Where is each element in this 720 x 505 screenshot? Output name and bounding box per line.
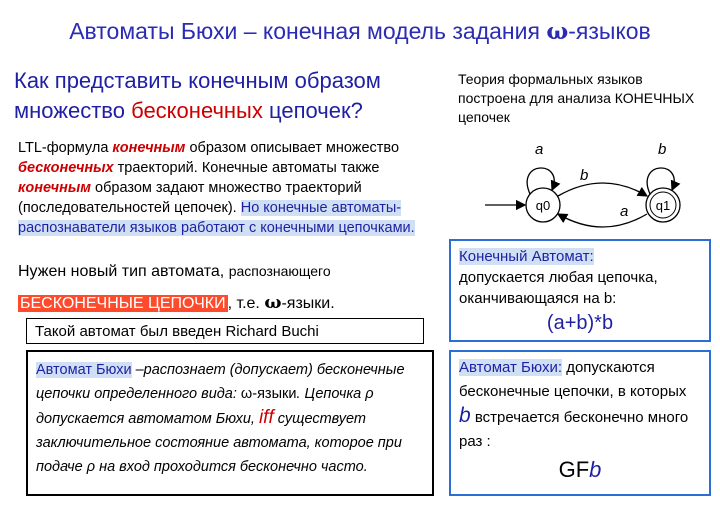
loop-q0-label: a <box>535 141 544 158</box>
finite-automaton-text: допускается любая цепочка, оканчивающаяся на b: <box>459 269 658 307</box>
edge-q0-q1 <box>558 183 647 196</box>
slide-title: Автоматы Бюхи – конечная модель задания ω-языков <box>69 18 651 45</box>
highlighted-sentence: Но конечные автоматы-распознаватели языков работают с конечными цепочками. <box>18 200 415 236</box>
gf-formula: GFb <box>558 457 602 482</box>
regex-expression: (a+b)*b <box>546 312 614 334</box>
edge-q1-q0 <box>558 214 647 227</box>
edge-q0-q1-label: b <box>580 167 589 184</box>
iff-keyword: iff <box>258 407 274 428</box>
buchi-example-box: Автомат Бюхи: допускаются бесконечные цепочки, в которых b встречается бесконечно много раз : GFb <box>449 350 711 496</box>
state-q0-label: q0 <box>535 198 551 213</box>
buchi-example-name: Автомат Бюхи: <box>459 359 563 376</box>
infinite-chains-line: БЕСКОНЕЧНЫЕ ЦЕПОЧКИ , т.е. ω-языки. <box>20 292 335 313</box>
ltl-paragraph: LTL-формула конечным образом описывает множество бесконечных траекторий. Конечные автоматы также конечным образом задают множество траекторий (последовательностей цепочек). Но конечные автоматы-распознаватели языков работают с конечными цепочками. <box>18 140 415 236</box>
edge-q1-q0-label: a <box>620 203 629 220</box>
need-new-automaton-text: Нужен новый тип автомата, распознающего <box>18 263 331 280</box>
loop-q1-label: b <box>658 141 667 158</box>
right-note: Теория формальных языков построена для анализа КОНЕЧНЫХ цепочек <box>458 71 695 125</box>
finite-automaton-box <box>449 239 711 342</box>
automaton-diagram <box>480 140 710 230</box>
buchi-credit-box: Такой автомат был введен Richard Buchi <box>26 318 424 344</box>
finite-automaton-name: Конечный Автомат: <box>459 248 594 265</box>
buchi-definition-box: Автомат Бюхи –распознает (допускает) бесконечные цепочки определенного вида: ω-языки. Цепочка ρ допускается автоматом Бюхи, iff существует заключительное состояние автомата, которое при подаче ρ на вход проходится бесконечно часто. <box>26 350 434 496</box>
question-heading: Как представить конечным образом множество бесконечных цепочек? <box>14 68 381 123</box>
state-q1-label: q1 <box>655 198 671 213</box>
